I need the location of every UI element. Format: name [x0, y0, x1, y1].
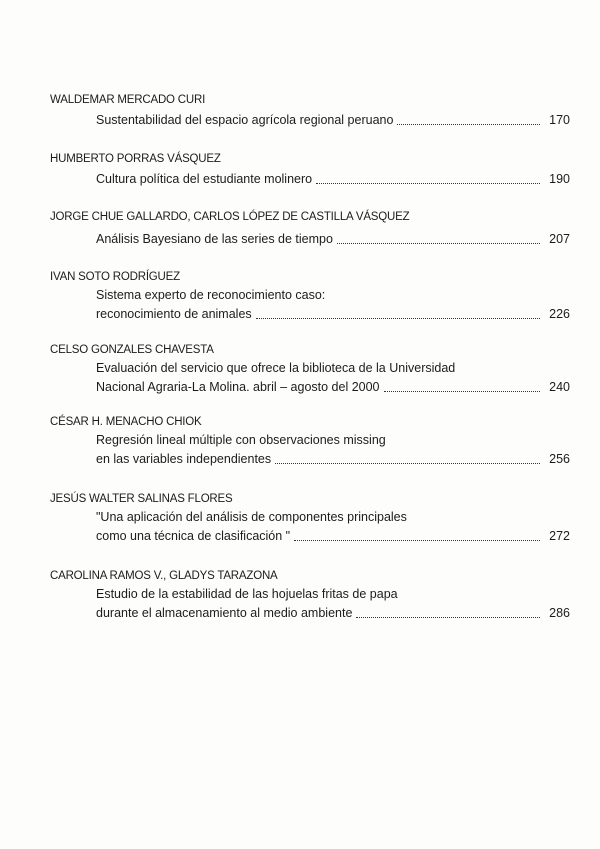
entry-page-number: 240	[549, 380, 570, 394]
entry-title: Cultura política del estudiante molinero	[96, 172, 313, 186]
toc-entry	[50, 492, 570, 546]
toc-entry	[50, 343, 570, 397]
entry-title-line[interactable]	[96, 305, 570, 324]
toc-entry	[50, 415, 570, 469]
entry-title: durante el almacenamiento al medio ambiente	[96, 606, 353, 620]
entry-author: JORGE CHUE GALLARDO, CARLOS LÓPEZ DE CASTILLA VÁSQUEZ	[50, 211, 410, 223]
entry-author: WALDEMAR MERCADO CURI	[50, 94, 206, 106]
entry-title-line[interactable]	[96, 450, 570, 469]
entry-title-line: Sistema experto de reconocimiento caso:	[96, 288, 326, 302]
entry-title-line: Evaluación del servicio que ofrece la biblioteca de la Universidad	[96, 361, 456, 375]
entry-author: CELSO GONZALES CHAVESTA	[50, 344, 214, 356]
entry-author: IVAN SOTO RODRÍGUEZ	[50, 271, 180, 283]
entry-title-line: Regresión lineal múltiple con observaciones missing	[96, 433, 386, 447]
entry-page-number: 226	[549, 307, 570, 321]
entry-author: CÉSAR H. MENACHO CHIOK	[50, 416, 202, 428]
toc-entry	[50, 93, 570, 130]
leader-dots	[384, 390, 540, 392]
entry-title-line[interactable]	[96, 230, 570, 249]
entry-title: Sustentabilidad del espacio agrícola regional peruano	[96, 113, 394, 127]
entry-title-line: "Una aplicación del análisis de componentes principales	[96, 510, 407, 524]
entry-author: CAROLINA RAMOS V., GLADYS TARAZONA	[50, 570, 278, 582]
leader-dots	[294, 539, 540, 541]
entry-title-line[interactable]	[96, 170, 570, 189]
entry-title: reconocimiento de animales	[96, 307, 252, 321]
entry-page-number: 272	[549, 529, 570, 543]
entry-title: Análisis Bayesiano de las series de tiempo	[96, 232, 333, 246]
entry-author: JESÚS WALTER SALINAS FLORES	[50, 493, 233, 505]
leader-dots	[356, 616, 540, 618]
entry-title-line[interactable]	[96, 378, 570, 397]
toc-entry	[50, 210, 570, 249]
entry-page-number: 286	[549, 606, 570, 620]
entry-page-number: 256	[549, 452, 570, 466]
entry-author: HUMBERTO PORRAS VÁSQUEZ	[50, 153, 221, 165]
entry-title: como una técnica de clasificación "	[96, 529, 291, 543]
leader-dots	[337, 242, 540, 244]
leader-dots	[256, 317, 540, 319]
leader-dots	[316, 182, 540, 184]
entry-page-number: 190	[549, 172, 570, 186]
entry-page-number: 207	[549, 232, 570, 246]
leader-dots	[397, 123, 540, 125]
entry-title: en las variables independientes	[96, 452, 272, 466]
entry-title-line[interactable]	[96, 604, 570, 623]
toc-entry	[50, 152, 570, 189]
entry-title: Nacional Agraria-La Molina. abril – agosto del 2000	[96, 380, 380, 394]
leader-dots	[275, 462, 540, 464]
entry-title-line[interactable]	[96, 111, 570, 130]
entry-page-number: 170	[549, 113, 570, 127]
toc-entry	[50, 569, 570, 623]
entry-title-line[interactable]	[96, 527, 570, 546]
entry-title-line: Estudio de la estabilidad de las hojuelas fritas de papa	[96, 587, 398, 601]
toc-entry	[50, 270, 570, 324]
